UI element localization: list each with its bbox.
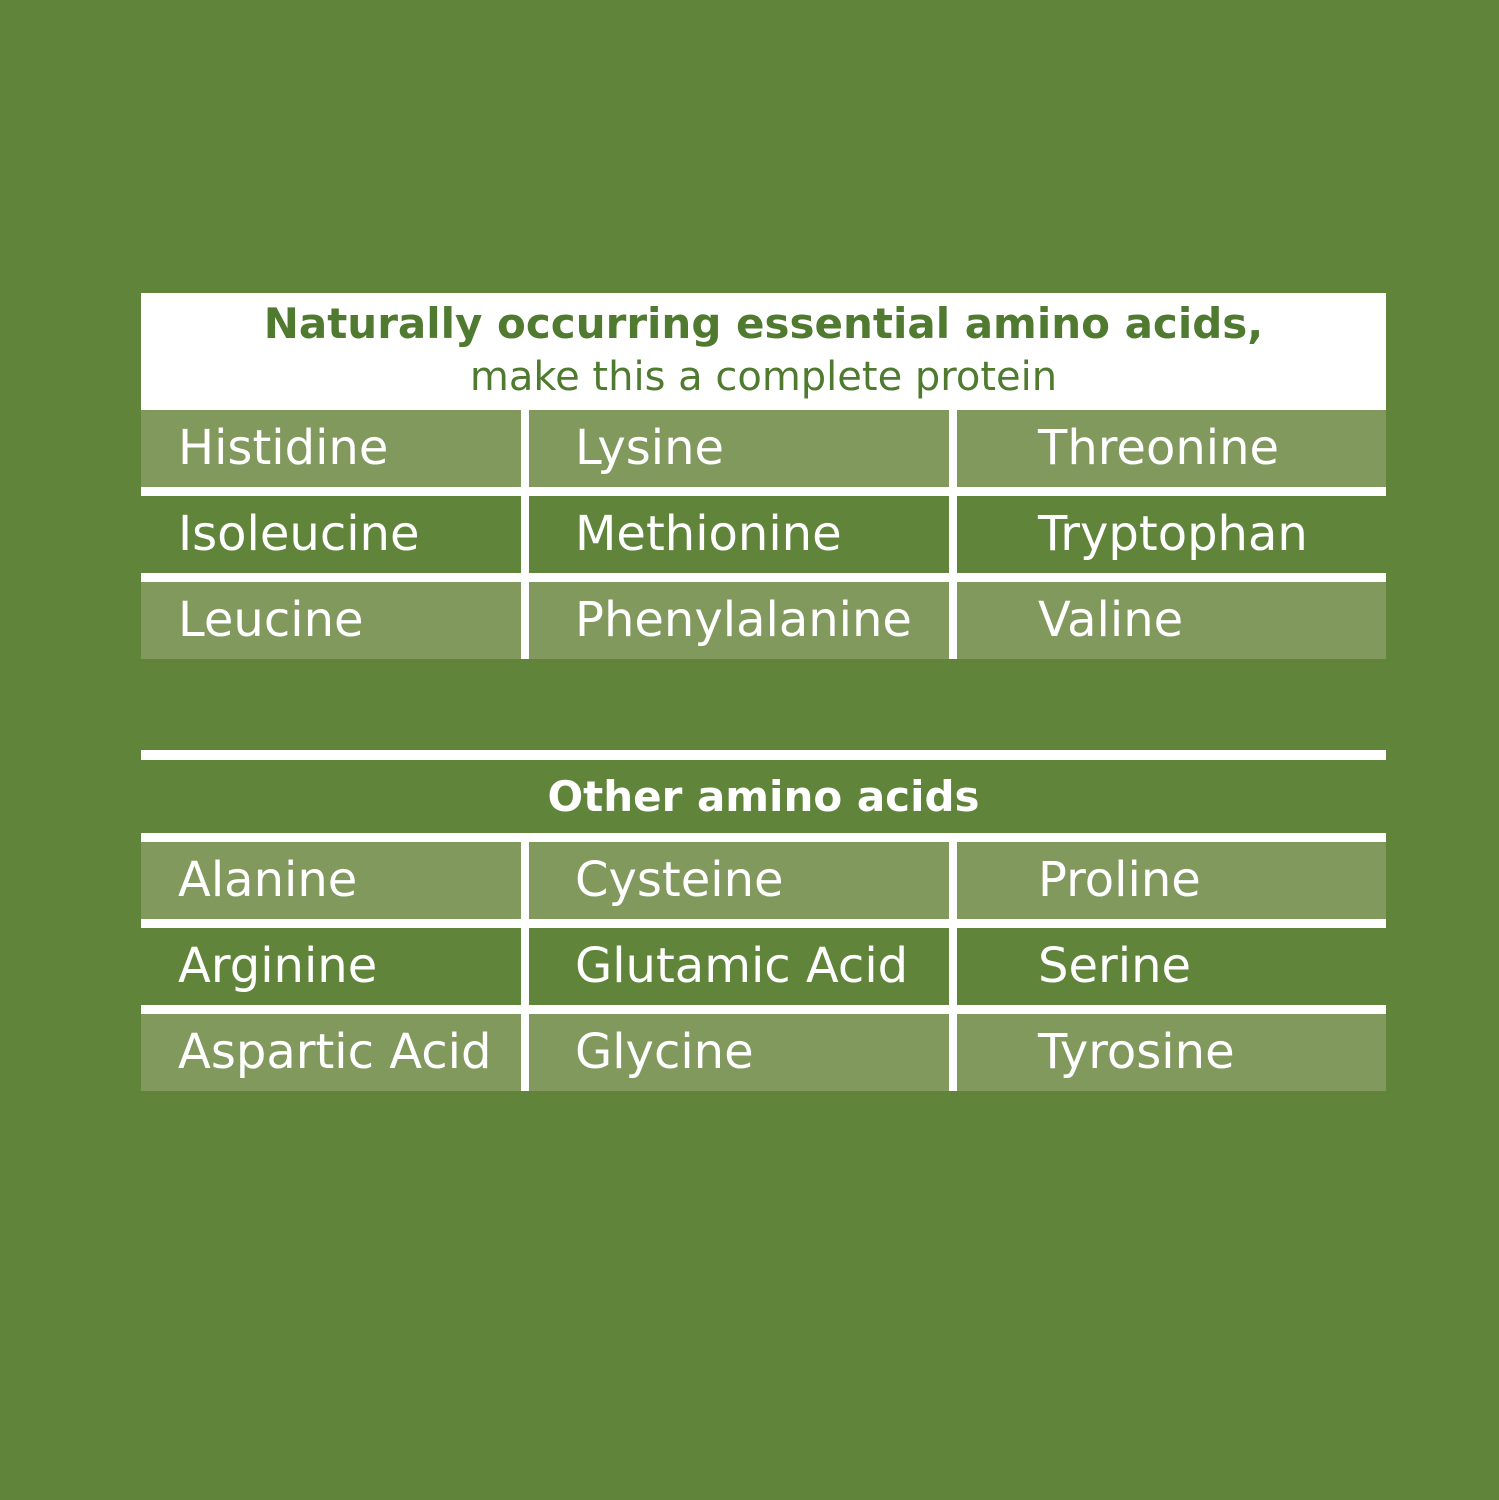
column-divider: [521, 928, 529, 1005]
column-divider: [521, 496, 529, 573]
table-cell: Glutamic Acid: [575, 938, 909, 994]
column-divider: [949, 928, 957, 1005]
row-divider: [141, 487, 1386, 496]
table-cell: Histidine: [178, 420, 389, 476]
row-divider: [141, 833, 1386, 842]
table-row: [141, 842, 1386, 919]
table-cell: Phenylalanine: [575, 592, 912, 648]
other-amino-acids-table: [141, 750, 1386, 1091]
table-cell: Arginine: [178, 938, 378, 994]
table-row: [141, 1014, 1386, 1091]
essential-table-subtitle: make this a complete protein: [469, 354, 1058, 400]
other-table-title: Other amino acids: [141, 760, 1386, 833]
column-divider: [521, 1014, 529, 1091]
column-divider: [949, 842, 957, 919]
column-divider: [949, 496, 957, 573]
essential-amino-acids-table: [141, 293, 1386, 659]
essential-table-title: Naturally occurring essential amino acids,: [263, 299, 1264, 348]
essential-table-header: [141, 293, 1386, 410]
table-cell: Aspartic Acid: [178, 1024, 492, 1080]
table-cell: Isoleucine: [178, 506, 420, 562]
table-cell: Alanine: [178, 852, 358, 908]
column-divider: [949, 1014, 957, 1091]
column-divider: [949, 410, 957, 487]
table-cell: Tryptophan: [1038, 506, 1308, 562]
table-cell: Leucine: [178, 592, 364, 648]
table-cell: Valine: [1038, 592, 1184, 648]
column-divider: [521, 842, 529, 919]
column-divider: [521, 582, 529, 659]
table-row: [141, 496, 1386, 573]
row-divider: [141, 1005, 1386, 1014]
table-cell: Proline: [1038, 852, 1201, 908]
column-divider: [949, 582, 957, 659]
table-cell: Cysteine: [575, 852, 784, 908]
row-divider: [141, 919, 1386, 928]
table-row: [141, 410, 1386, 487]
table-row: [141, 582, 1386, 659]
row-divider: [141, 573, 1386, 582]
table-cell: Lysine: [575, 420, 725, 476]
table-cell: Threonine: [1038, 420, 1280, 476]
table-cell: Glycine: [575, 1024, 754, 1080]
table-cell: Tyrosine: [1038, 1024, 1235, 1080]
table-cell: Serine: [1038, 938, 1192, 994]
table-cell: Methionine: [575, 506, 842, 562]
table-row: [141, 928, 1386, 1005]
table-top-rule: [141, 750, 1386, 760]
column-divider: [521, 410, 529, 487]
